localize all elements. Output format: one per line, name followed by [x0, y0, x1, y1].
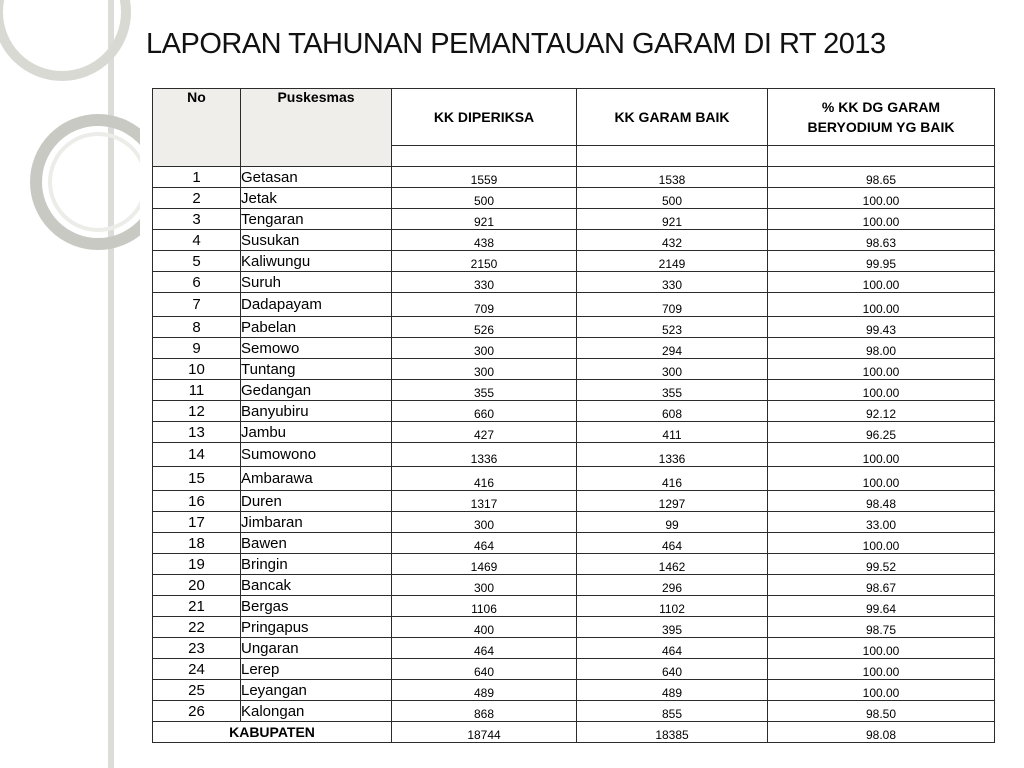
- cell-kk-garam-baik: 500: [577, 188, 768, 209]
- cell-kk-diperiksa: 489: [392, 680, 577, 701]
- cell-kk-diperiksa: 464: [392, 638, 577, 659]
- cell-no: 20: [153, 575, 241, 596]
- cell-no: 25: [153, 680, 241, 701]
- cell-no: 18: [153, 533, 241, 554]
- cell-pct: 98.50: [768, 701, 995, 722]
- cell-kk-diperiksa: 526: [392, 317, 577, 338]
- cell-pct: 99.43: [768, 317, 995, 338]
- decorative-rings-graphic: [0, 0, 140, 768]
- cell-no: 26: [153, 701, 241, 722]
- cell-puskesmas: Bawen: [241, 533, 392, 554]
- cell-puskesmas: Kaliwungu: [241, 251, 392, 272]
- cell-kk-diperiksa: 427: [392, 422, 577, 443]
- cell-pct: 98.48: [768, 491, 995, 512]
- table-row: [153, 380, 995, 401]
- cell-pct: 96.25: [768, 422, 995, 443]
- cell-kk-garam-baik: 464: [577, 638, 768, 659]
- cell-pct: 92.12: [768, 401, 995, 422]
- cell-pct: 100.00: [768, 680, 995, 701]
- cell-pct: 98.65: [768, 167, 995, 188]
- cell-puskesmas: Banyubiru: [241, 401, 392, 422]
- cell-no: 24: [153, 659, 241, 680]
- cell-no: 2: [153, 188, 241, 209]
- table-row: [153, 443, 995, 467]
- table-row: [153, 401, 995, 422]
- cell-pct: 100.00: [768, 467, 995, 491]
- cell-no: 4: [153, 230, 241, 251]
- cell-kk-diperiksa: 464: [392, 533, 577, 554]
- cell-kk-garam-baik: 1297: [577, 491, 768, 512]
- cell-pct: 100.00: [768, 533, 995, 554]
- cell-puskesmas: Jambu: [241, 422, 392, 443]
- table-row: [153, 272, 995, 293]
- table-row: [153, 317, 995, 338]
- cell-pct: 99.95: [768, 251, 995, 272]
- cell-puskesmas: Sumowono: [241, 443, 392, 467]
- cell-puskesmas: Duren: [241, 491, 392, 512]
- cell-puskesmas: Tuntang: [241, 359, 392, 380]
- table-row: [153, 491, 995, 512]
- cell-kk-diperiksa: 355: [392, 380, 577, 401]
- cell-pct: 100.00: [768, 188, 995, 209]
- table-row: [153, 422, 995, 443]
- cell-kk-diperiksa: 640: [392, 659, 577, 680]
- header-spacer-cell: [392, 146, 577, 167]
- cell-no: 9: [153, 338, 241, 359]
- cell-kk-garam-baik: 640: [577, 659, 768, 680]
- salt-monitoring-table: [152, 88, 995, 743]
- table-row: [153, 188, 995, 209]
- cell-puskesmas: Pringapus: [241, 617, 392, 638]
- cell-puskesmas: Jetak: [241, 188, 392, 209]
- cell-kk-diperiksa: 300: [392, 512, 577, 533]
- cell-kk-diperiksa: 1559: [392, 167, 577, 188]
- cell-puskesmas: Semowo: [241, 338, 392, 359]
- cell-pct: 100.00: [768, 272, 995, 293]
- cell-no: 10: [153, 359, 241, 380]
- cell-kk-garam-baik: 489: [577, 680, 768, 701]
- cell-puskesmas: Lerep: [241, 659, 392, 680]
- cell-puskesmas: Dadapayam: [241, 293, 392, 317]
- cell-kk-diperiksa: 500: [392, 188, 577, 209]
- cell-kk-garam-baik: 1102: [577, 596, 768, 617]
- cell-pct: 100.00: [768, 380, 995, 401]
- cell-no: 19: [153, 554, 241, 575]
- table-row: [153, 617, 995, 638]
- table-row: [153, 167, 995, 188]
- cell-puskesmas: Ungaran: [241, 638, 392, 659]
- cell-pct: 33.00: [768, 512, 995, 533]
- cell-no: 3: [153, 209, 241, 230]
- cell-kk-diperiksa: 416: [392, 467, 577, 491]
- cell-no: 22: [153, 617, 241, 638]
- cell-kk-diperiksa: 1317: [392, 491, 577, 512]
- table-row: [153, 293, 995, 317]
- table-row: [153, 533, 995, 554]
- table-row: [153, 512, 995, 533]
- cell-kk-diperiksa: 300: [392, 359, 577, 380]
- cell-puskesmas: Tengaran: [241, 209, 392, 230]
- cell-puskesmas: Getasan: [241, 167, 392, 188]
- header-spacer-cell: [577, 146, 768, 167]
- cell-no: 14: [153, 443, 241, 467]
- cell-kk-diperiksa: 660: [392, 401, 577, 422]
- cell-puskesmas: Pabelan: [241, 317, 392, 338]
- cell-kk-garam-baik: 296: [577, 575, 768, 596]
- table-row: [153, 659, 995, 680]
- cell-kk-diperiksa: 1469: [392, 554, 577, 575]
- table-row: [153, 338, 995, 359]
- cell-pct: 100.00: [768, 359, 995, 380]
- cell-kk-diperiksa: 330: [392, 272, 577, 293]
- cell-pct: 100.00: [768, 659, 995, 680]
- total-kk-garam-baik: 18385: [577, 722, 768, 743]
- cell-kk-garam-baik: 921: [577, 209, 768, 230]
- cell-pct: 100.00: [768, 209, 995, 230]
- cell-pct: 100.00: [768, 443, 995, 467]
- cell-puskesmas: Susukan: [241, 230, 392, 251]
- cell-kk-garam-baik: 300: [577, 359, 768, 380]
- cell-kk-garam-baik: 395: [577, 617, 768, 638]
- cell-puskesmas: Suruh: [241, 272, 392, 293]
- header-no: No: [153, 89, 241, 167]
- cell-kk-garam-baik: 523: [577, 317, 768, 338]
- cell-kk-diperiksa: 2150: [392, 251, 577, 272]
- header-pct-line1: % KK DG GARAM: [821, 99, 941, 115]
- cell-puskesmas: Bringin: [241, 554, 392, 575]
- cell-kk-garam-baik: 355: [577, 380, 768, 401]
- table-row: [153, 359, 995, 380]
- cell-no: 12: [153, 401, 241, 422]
- cell-kk-garam-baik: 2149: [577, 251, 768, 272]
- cell-no: 6: [153, 272, 241, 293]
- cell-kk-garam-baik: 1462: [577, 554, 768, 575]
- cell-no: 15: [153, 467, 241, 491]
- cell-pct: 98.67: [768, 575, 995, 596]
- cell-pct: 98.75: [768, 617, 995, 638]
- table-row: [153, 554, 995, 575]
- cell-no: 17: [153, 512, 241, 533]
- table-row: [153, 701, 995, 722]
- cell-kk-garam-baik: 1336: [577, 443, 768, 467]
- cell-puskesmas: Jimbaran: [241, 512, 392, 533]
- table-row: [153, 230, 995, 251]
- header-kk-garam-baik: KK GARAM BAIK: [577, 89, 768, 146]
- cell-no: 13: [153, 422, 241, 443]
- cell-kk-diperiksa: 438: [392, 230, 577, 251]
- table-row: [153, 467, 995, 491]
- cell-kk-garam-baik: 709: [577, 293, 768, 317]
- cell-kk-garam-baik: 855: [577, 701, 768, 722]
- cell-kk-garam-baik: 294: [577, 338, 768, 359]
- cell-no: 11: [153, 380, 241, 401]
- cell-puskesmas: Kalongan: [241, 701, 392, 722]
- cell-no: 21: [153, 596, 241, 617]
- cell-puskesmas: Leyangan: [241, 680, 392, 701]
- cell-no: 8: [153, 317, 241, 338]
- header-puskesmas: Puskesmas: [241, 89, 392, 167]
- total-kk-diperiksa: 18744: [392, 722, 577, 743]
- header-pct-line2: BERYODIUM YG BAIK: [807, 119, 955, 135]
- cell-kk-diperiksa: 300: [392, 338, 577, 359]
- cell-pct: 99.52: [768, 554, 995, 575]
- table-row: [153, 251, 995, 272]
- cell-no: 16: [153, 491, 241, 512]
- cell-kk-diperiksa: 400: [392, 617, 577, 638]
- cell-kk-garam-baik: 330: [577, 272, 768, 293]
- table-row: [153, 680, 995, 701]
- cell-no: 23: [153, 638, 241, 659]
- cell-pct: 99.64: [768, 596, 995, 617]
- cell-kk-garam-baik: 464: [577, 533, 768, 554]
- table-row: [153, 596, 995, 617]
- cell-pct: 98.00: [768, 338, 995, 359]
- cell-no: 1: [153, 167, 241, 188]
- cell-kk-diperiksa: 1106: [392, 596, 577, 617]
- cell-puskesmas: Bancak: [241, 575, 392, 596]
- page-title: LAPORAN TAHUNAN PEMANTAUAN GARAM DI RT 2013: [146, 28, 886, 60]
- cell-pct: 100.00: [768, 293, 995, 317]
- cell-kk-garam-baik: 432: [577, 230, 768, 251]
- header-pct-kk-garam-beryodium: [768, 89, 995, 146]
- cell-no: 5: [153, 251, 241, 272]
- cell-pct: 98.63: [768, 230, 995, 251]
- cell-kk-garam-baik: 411: [577, 422, 768, 443]
- table-row: [153, 209, 995, 230]
- cell-kk-diperiksa: 868: [392, 701, 577, 722]
- cell-kk-diperiksa: 1336: [392, 443, 577, 467]
- cell-kk-garam-baik: 416: [577, 467, 768, 491]
- cell-pct: 100.00: [768, 638, 995, 659]
- cell-kk-diperiksa: 921: [392, 209, 577, 230]
- cell-kk-diperiksa: 709: [392, 293, 577, 317]
- cell-kk-garam-baik: 1538: [577, 167, 768, 188]
- cell-no: 7: [153, 293, 241, 317]
- cell-kk-diperiksa: 300: [392, 575, 577, 596]
- header-kk-diperiksa: KK DIPERIKSA: [392, 89, 577, 146]
- cell-kk-garam-baik: 608: [577, 401, 768, 422]
- cell-puskesmas: Gedangan: [241, 380, 392, 401]
- cell-puskesmas: Bergas: [241, 596, 392, 617]
- total-label: KABUPATEN: [153, 722, 392, 743]
- cell-puskesmas: Ambarawa: [241, 467, 392, 491]
- cell-kk-garam-baik: 99: [577, 512, 768, 533]
- total-pct: 98.08: [768, 722, 995, 743]
- table-row: [153, 638, 995, 659]
- table-row: [153, 575, 995, 596]
- header-spacer-cell: [768, 146, 995, 167]
- total-row: [153, 722, 995, 743]
